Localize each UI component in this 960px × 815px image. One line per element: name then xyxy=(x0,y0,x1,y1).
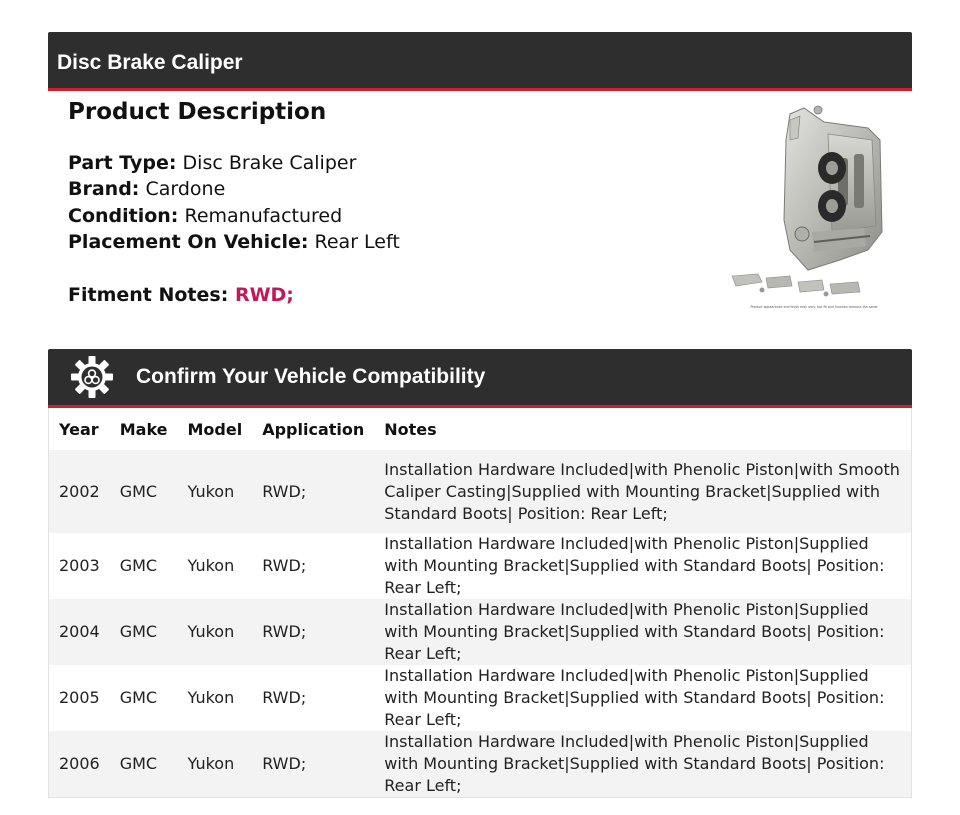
compatibility-title: Confirm Your Vehicle Compatibility xyxy=(136,365,486,388)
cell-application: RWD; xyxy=(252,533,374,599)
cell-notes: Installation Hardware Included|with Phenolic Piston|with Smooth Caliper Casting|Supplied with Mounting Bracket|Supplied with Standard Boots| Position: Rear Left; xyxy=(374,450,911,533)
spec-placement xyxy=(68,229,708,255)
spec-value: Disc Brake Caliper xyxy=(182,152,357,174)
cell-application: RWD; xyxy=(252,599,374,665)
spec-brand xyxy=(68,176,708,202)
product-title-bar xyxy=(48,32,912,91)
image-caption: Product appearance and finish may vary, but fit and function remains the same xyxy=(750,305,878,309)
cell-make: GMC xyxy=(110,533,178,599)
spec-value: Remanufactured xyxy=(184,204,343,227)
cell-model: Yukon xyxy=(178,665,253,731)
compatibility-table xyxy=(48,408,912,798)
gear-icon xyxy=(69,354,115,400)
description-heading: Product Description xyxy=(68,99,327,125)
fitment-label: Fitment Notes: xyxy=(68,283,229,306)
cell-year: 2005 xyxy=(49,665,110,731)
fitment-notes xyxy=(68,282,708,308)
table-header-row xyxy=(49,408,911,450)
cell-notes: Installation Hardware Included|with Phenolic Piston|Supplied with Mounting Bracket|Supplied with Standard Boots| Position: Rear Left; xyxy=(374,533,911,599)
spec-value: Rear Left xyxy=(314,231,400,254)
cell-notes: Installation Hardware Included|with Phenolic Piston|Supplied with Mounting Bracket|Supplied with Standard Boots| Position: Rear Left; xyxy=(374,731,911,797)
spec-label: Brand: xyxy=(68,178,140,201)
cell-year: 2003 xyxy=(49,533,110,599)
brake-caliper-photo xyxy=(728,100,884,314)
product-description xyxy=(68,96,708,308)
table-row xyxy=(49,533,911,599)
cell-model: Yukon xyxy=(178,533,253,599)
spec-list xyxy=(68,150,708,256)
cell-year: 2004 xyxy=(49,599,110,665)
cell-year: 2006 xyxy=(49,731,110,797)
cell-make: GMC xyxy=(110,731,178,797)
table-row xyxy=(49,599,911,665)
brake-caliper-illustration xyxy=(728,100,884,314)
product-title: Disc Brake Caliper xyxy=(57,51,243,74)
spec-condition xyxy=(68,203,708,229)
spec-label: Condition: xyxy=(68,204,179,227)
compatibility-bar xyxy=(48,349,912,408)
fitment-value: RWD; xyxy=(234,283,294,306)
column-header-application: Application xyxy=(252,408,374,450)
cell-make: GMC xyxy=(110,599,178,665)
cell-year: 2002 xyxy=(49,450,110,533)
spec-part-type xyxy=(68,150,708,176)
cell-notes: Installation Hardware Included|with Phenolic Piston|Supplied with Mounting Bracket|Supplied with Standard Boots| Position: Rear Left; xyxy=(374,599,911,665)
table-row xyxy=(49,450,911,533)
column-header-notes: Notes xyxy=(374,408,911,450)
cell-model: Yukon xyxy=(178,599,253,665)
cell-make: GMC xyxy=(110,450,178,533)
cell-application: RWD; xyxy=(252,731,374,797)
cell-application: RWD; xyxy=(252,450,374,533)
cell-model: Yukon xyxy=(178,450,253,533)
column-header-model: Model xyxy=(178,408,253,450)
spec-label: Part Type: xyxy=(68,152,177,174)
cell-make: GMC xyxy=(110,665,178,731)
column-header-year: Year xyxy=(49,408,110,450)
table-row xyxy=(49,665,911,731)
spec-label: Placement On Vehicle: xyxy=(68,231,309,254)
cell-application: RWD; xyxy=(252,665,374,731)
cell-model: Yukon xyxy=(178,731,253,797)
column-header-make: Make xyxy=(110,408,178,450)
spec-value: Cardone xyxy=(145,178,226,201)
cell-notes: Installation Hardware Included|with Phenolic Piston|Supplied with Mounting Bracket|Supplied with Standard Boots| Position: Rear Left; xyxy=(374,665,911,731)
table-row xyxy=(49,731,911,797)
